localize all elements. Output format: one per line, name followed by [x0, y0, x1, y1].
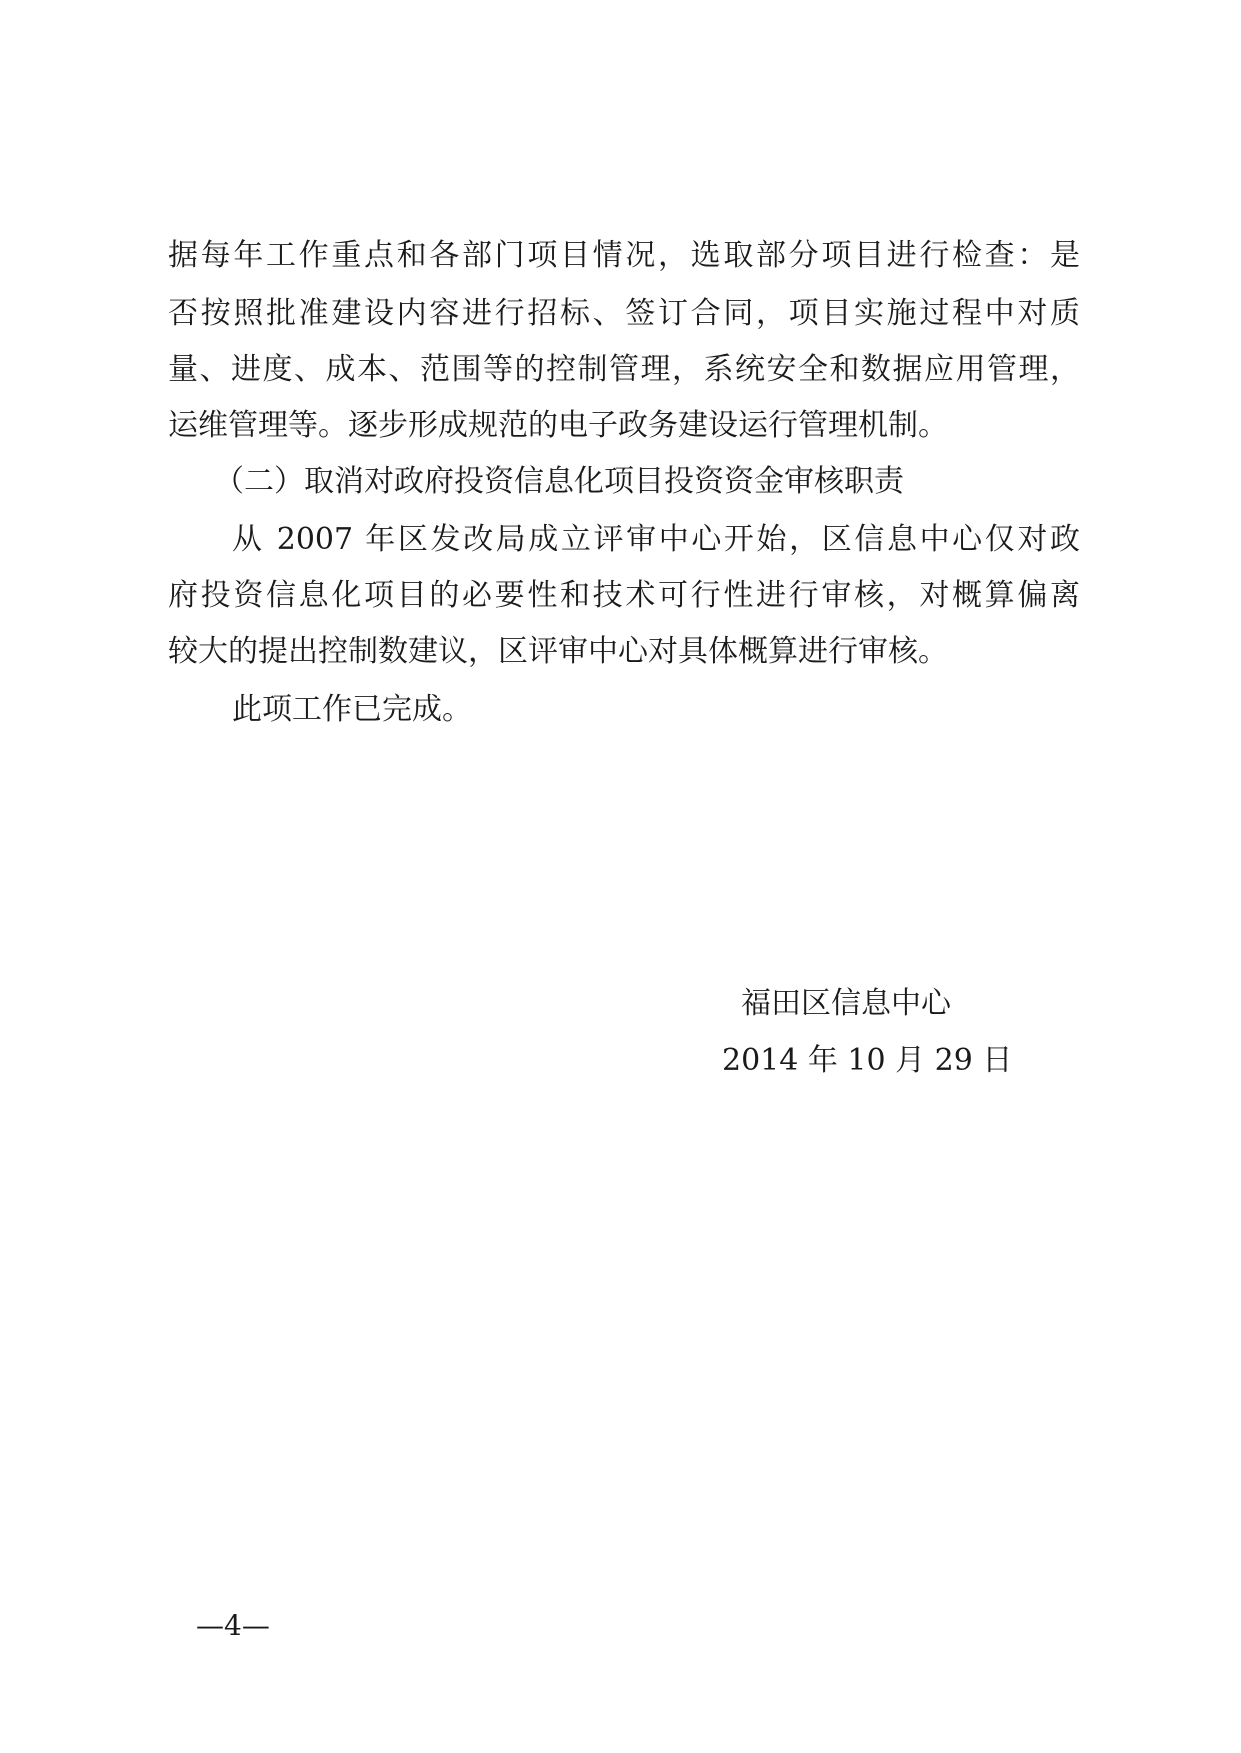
paragraph1-line-1: 据每年工作重点和各部门项目情况，选取部分项目进行检查：是	[168, 238, 1080, 273]
signature-date: 2014 年 10 月 29 日	[722, 1043, 1013, 1078]
section-heading: （二）取消对政府投资信息化项目投资资金审核职责	[214, 464, 904, 499]
page-number: —4—	[196, 1609, 270, 1642]
paragraph3: 此项工作已完成。	[232, 692, 472, 727]
paragraph1-line-3: 量、进度、成本、范围等的控制管理，系统安全和数据应用管理，	[168, 352, 1080, 387]
paragraph2-line-3: 较大的提出控制数建议，区评审中心对具体概算进行审核。	[168, 634, 948, 669]
paragraph2-line-1: 从 2007 年区发改局成立评审中心开始，区信息中心仅对政	[232, 522, 1080, 557]
signature-organization: 福田区信息中心	[741, 986, 951, 1021]
paragraph1-line-2: 否按照批准建设内容进行招标、签订合同，项目实施过程中对质	[168, 296, 1080, 331]
paragraph1-line-4: 运维管理等。逐步形成规范的电子政务建设运行管理机制。	[168, 408, 948, 443]
paragraph2-line-2: 府投资信息化项目的必要性和技术可行性进行审核，对概算偏离	[168, 578, 1080, 613]
